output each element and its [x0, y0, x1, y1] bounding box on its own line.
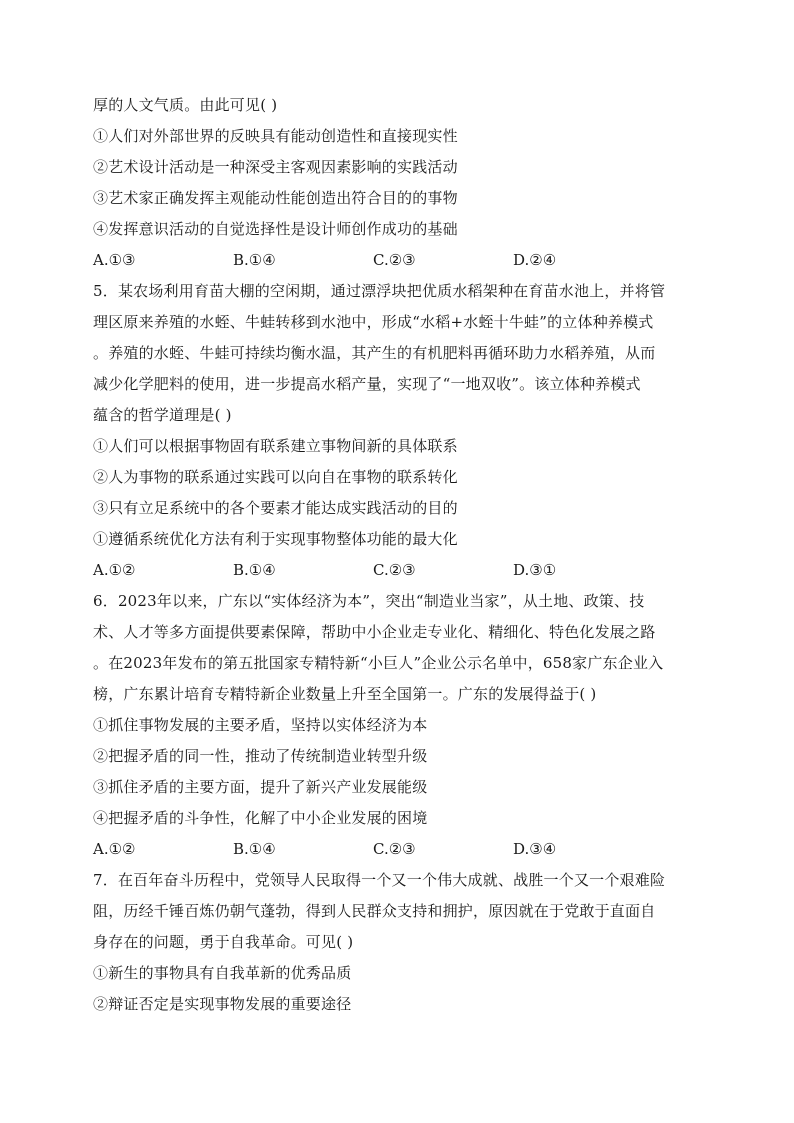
- statement-2: ②把握矛盾的同一性，推动了传统制造业转型升级: [93, 747, 428, 765]
- option-a: A.①②: [93, 840, 136, 858]
- question-stem-line: 6．2023年以来，广东以“实体经济为本”，突出“制造业当家”，从土地、政策、技: [93, 592, 645, 610]
- option-a: A.①②: [93, 561, 136, 579]
- option-d: D.③④: [513, 840, 557, 858]
- question-stem-line: 5．某农场利用育苗大棚的空闲期，通过漂浮块把优质水稻架种在育苗水池上，并将管: [93, 282, 666, 300]
- question-stem-line: 7．在百年奋斗历程中，党领导人民取得一个又一个伟大成就、战胜一个又一个艰难险: [93, 871, 666, 889]
- statement-4: ④发挥意识活动的自觉选择性是设计师创作成功的基础: [93, 220, 458, 238]
- statement-2: ②艺术设计活动是一种深受主客观因素影响的实践活动: [93, 158, 458, 176]
- question-stem-line: 蕴含的哲学道理是( ): [93, 406, 232, 424]
- question-stem-line: 榜，广东累计培育专精特新企业数量上升至全国第一。广东的发展得益于( ): [93, 685, 597, 703]
- answer-options: [93, 834, 705, 865]
- question-stem-line: 厚的人文气质。由此可见( ): [93, 96, 278, 114]
- question-7: [93, 865, 705, 1020]
- statement-2: ②辩证否定是实现事物发展的重要途径: [93, 995, 352, 1013]
- question-stem-line: 阻，历经千锤百炼仍朝气蓬勃，得到人民群众支持和拥护，原因就在于党敢于直面自: [93, 902, 656, 920]
- option-b: B.①④: [233, 251, 276, 269]
- statement-2: ②人为事物的联系通过实践可以向自在事物的联系转化: [93, 468, 458, 486]
- question-stem-line: 理区原来养殖的水蛭、牛蛙转移到水池中，形成“水稻+水蛭十牛蛙”的立体种养模式: [93, 313, 654, 331]
- statement-1: ①人们可以根据事物固有联系建立事物间新的具体联系: [93, 437, 458, 455]
- statement-3: ③抓住矛盾的主要方面，提升了新兴产业发展能级: [93, 778, 428, 796]
- question-stem-line: 。在2023年发布的第五批国家专精特新“小巨人”企业公示名单中，658家广东企业入: [93, 654, 664, 672]
- statement-4: ①遵循系统优化方法有利于实现事物整体功能的最大化: [93, 530, 458, 548]
- option-d: D.③①: [513, 561, 557, 579]
- statement-4: ④把握矛盾的斗争性，化解了中小企业发展的困境: [93, 809, 428, 827]
- question-stem-line: 。养殖的水蛭、牛蛙可持续均衡水温，其产生的有机肥料再循环助力水稻养殖，从而: [93, 344, 656, 362]
- statement-1: ①抓住事物发展的主要矛盾，坚持以实体经济为本: [93, 716, 428, 734]
- question-stem-line: 术、人才等多方面提供要素保障，帮助中小企业走专业化、精细化、特色化发展之路: [93, 623, 656, 641]
- question-4: [93, 90, 705, 276]
- exam-page: [93, 90, 705, 1020]
- statement-1: ①新生的事物具有自我革新的优秀品质: [93, 964, 352, 982]
- question-6: [93, 586, 705, 865]
- statement-3: ③艺术家正确发挥主观能动性能创造出符合目的的事物: [93, 189, 458, 207]
- statement-3: ③只有立足系统中的各个要素才能达成实践活动的目的: [93, 499, 458, 517]
- option-a: A.①③: [93, 251, 136, 269]
- question-stem-line: 减少化学肥料的使用，进一步提高水稻产量，实现了“一地双收”。该立体种养模式: [93, 375, 641, 393]
- statement-1: ①人们对外部世界的反映具有能动创造性和直接现实性: [93, 127, 458, 145]
- option-b: B.①④: [233, 840, 276, 858]
- option-c: C.②③: [373, 561, 416, 579]
- option-b: B.①④: [233, 561, 276, 579]
- question-stem-line: 身存在的问题，勇于自我革命。可见( ): [93, 933, 354, 951]
- option-c: C.②③: [373, 840, 416, 858]
- answer-options: [93, 245, 705, 276]
- question-5: [93, 276, 705, 586]
- answer-options: [93, 555, 705, 586]
- option-c: C.②③: [373, 251, 416, 269]
- option-d: D.②④: [513, 251, 557, 269]
